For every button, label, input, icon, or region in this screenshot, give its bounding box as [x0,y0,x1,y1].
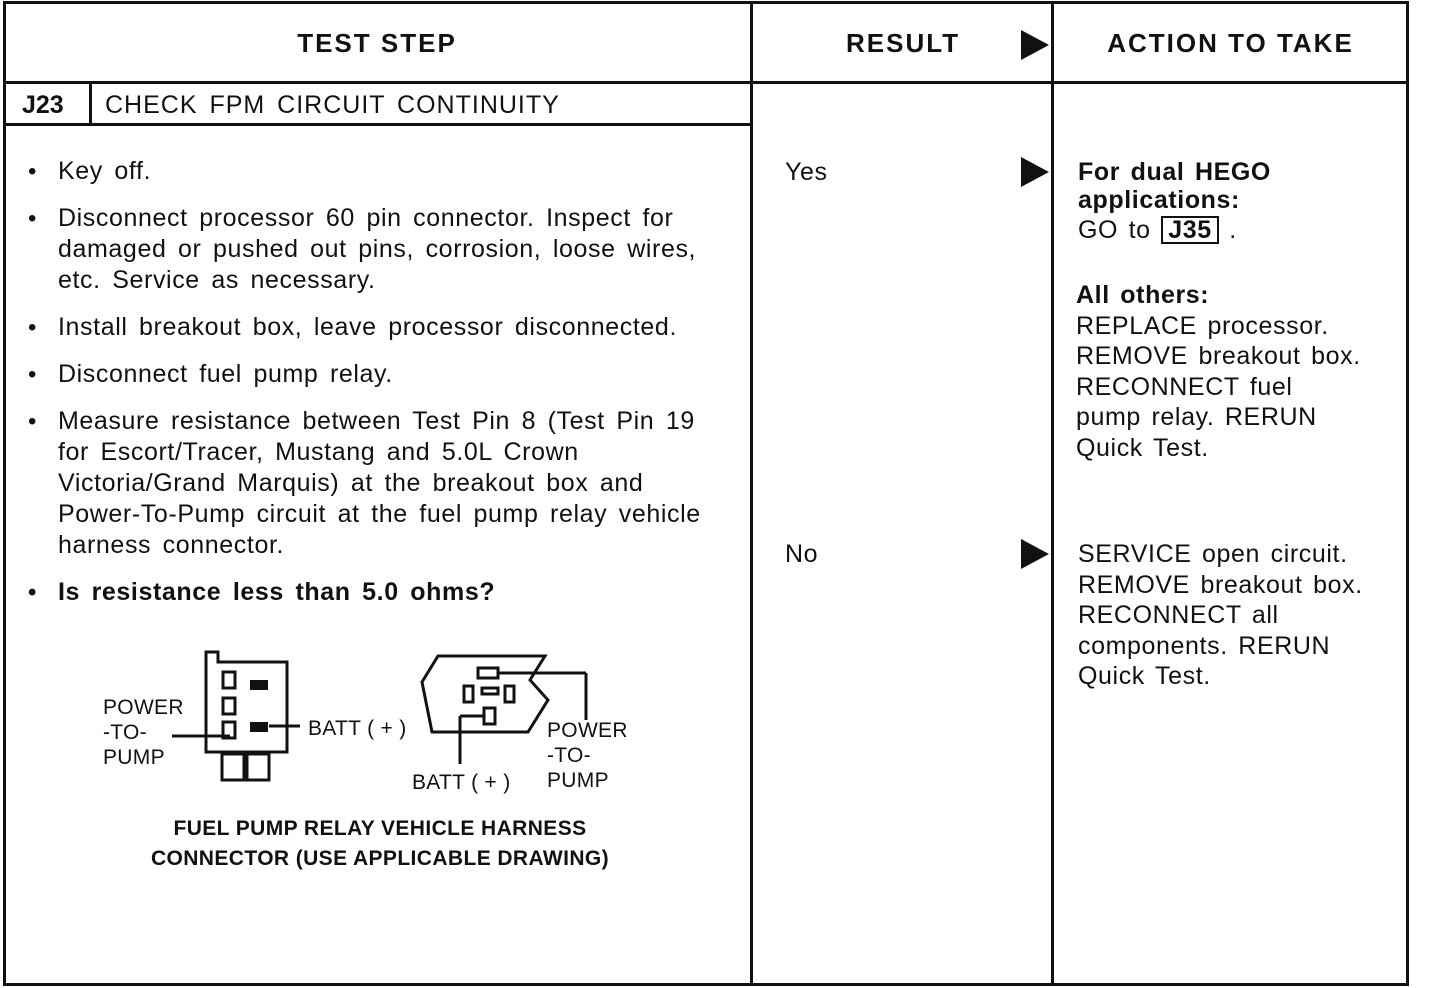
test-step-list [26,156,736,624]
action-no: SERVICE open circuit. REMOVE breakout box. RECONNECT all components. RERUN Quick Test. [1078,540,1363,690]
result-no: No [785,540,819,568]
step-bullet: • Install breakout box, leave processor disconnected. [26,312,736,343]
step-bullet: • Disconnect processor 60 pin connector. Inspect for damaged or pushed out pins, corrosion, loose wires, etc. Service as necessary. [26,203,736,296]
table-top-border [3,1,1409,4]
dual-hego-heading-cont: applications: [1078,185,1240,214]
action-yes [1078,157,1398,246]
right-power-to-pump-label: POWER -TO- PUMP [547,719,628,792]
header-test-step: TEST STEP [297,28,457,58]
table-right-border [1406,1,1409,986]
left-batt-label: BATT ( + ) [308,717,407,740]
action-yes-others: All others: REPLACE processor. REMOVE breakout box. RECONNECT fuel pump relay. RERUN Quick Test. [1076,280,1401,463]
step-question: • Is resistance less than 5.0 ohms? [26,577,736,608]
result-yes-arrow-icon [1021,157,1049,187]
header-bottom-border [3,81,1409,84]
step-bullet: • Measure resistance between Test Pin 8 (Test Pin 19 for Escort/Tracer, Mustang and 5.0L Crown Victoria/Grand Marquis) at the breakout box and Power-To-Pump circuit at the fuel pump relay vehicle harness connector. [26,406,736,561]
all-others-heading: All others: [1076,281,1210,309]
step-bullet: • Key off. [26,156,736,187]
goto-line: GO to J35 . [1078,216,1237,244]
result-no-arrow-icon [1021,539,1049,569]
step-id: J23 [22,91,64,119]
step-id-divider [89,82,92,125]
diagram-caption: FUEL PUMP RELAY VEHICLE HARNESS CONNECTOR (USE APPLICABLE DRAWING) [150,817,610,870]
column-divider-2 [1051,1,1054,986]
left-connector-drawing [172,652,300,780]
step-title: CHECK FPM CIRCUIT CONTINUITY [105,91,560,119]
dual-hego-heading: For dual HEGO [1078,158,1271,186]
step-bullet: • Disconnect fuel pump relay. [26,359,736,390]
step-title-bottom-border [3,123,753,126]
header-action: ACTION TO TAKE [1107,28,1354,58]
right-batt-label: BATT ( + ) [412,771,511,794]
header-arrow-icon [1021,30,1049,60]
result-yes: Yes [785,158,828,186]
table-bottom-border [3,983,1409,986]
column-divider-1 [750,1,753,986]
goto-j35-reference[interactable]: J35 [1161,216,1219,244]
header-result: RESULT [846,28,961,58]
left-power-to-pump-label: POWER -TO- PUMP [103,696,184,769]
table-left-border [3,1,6,986]
